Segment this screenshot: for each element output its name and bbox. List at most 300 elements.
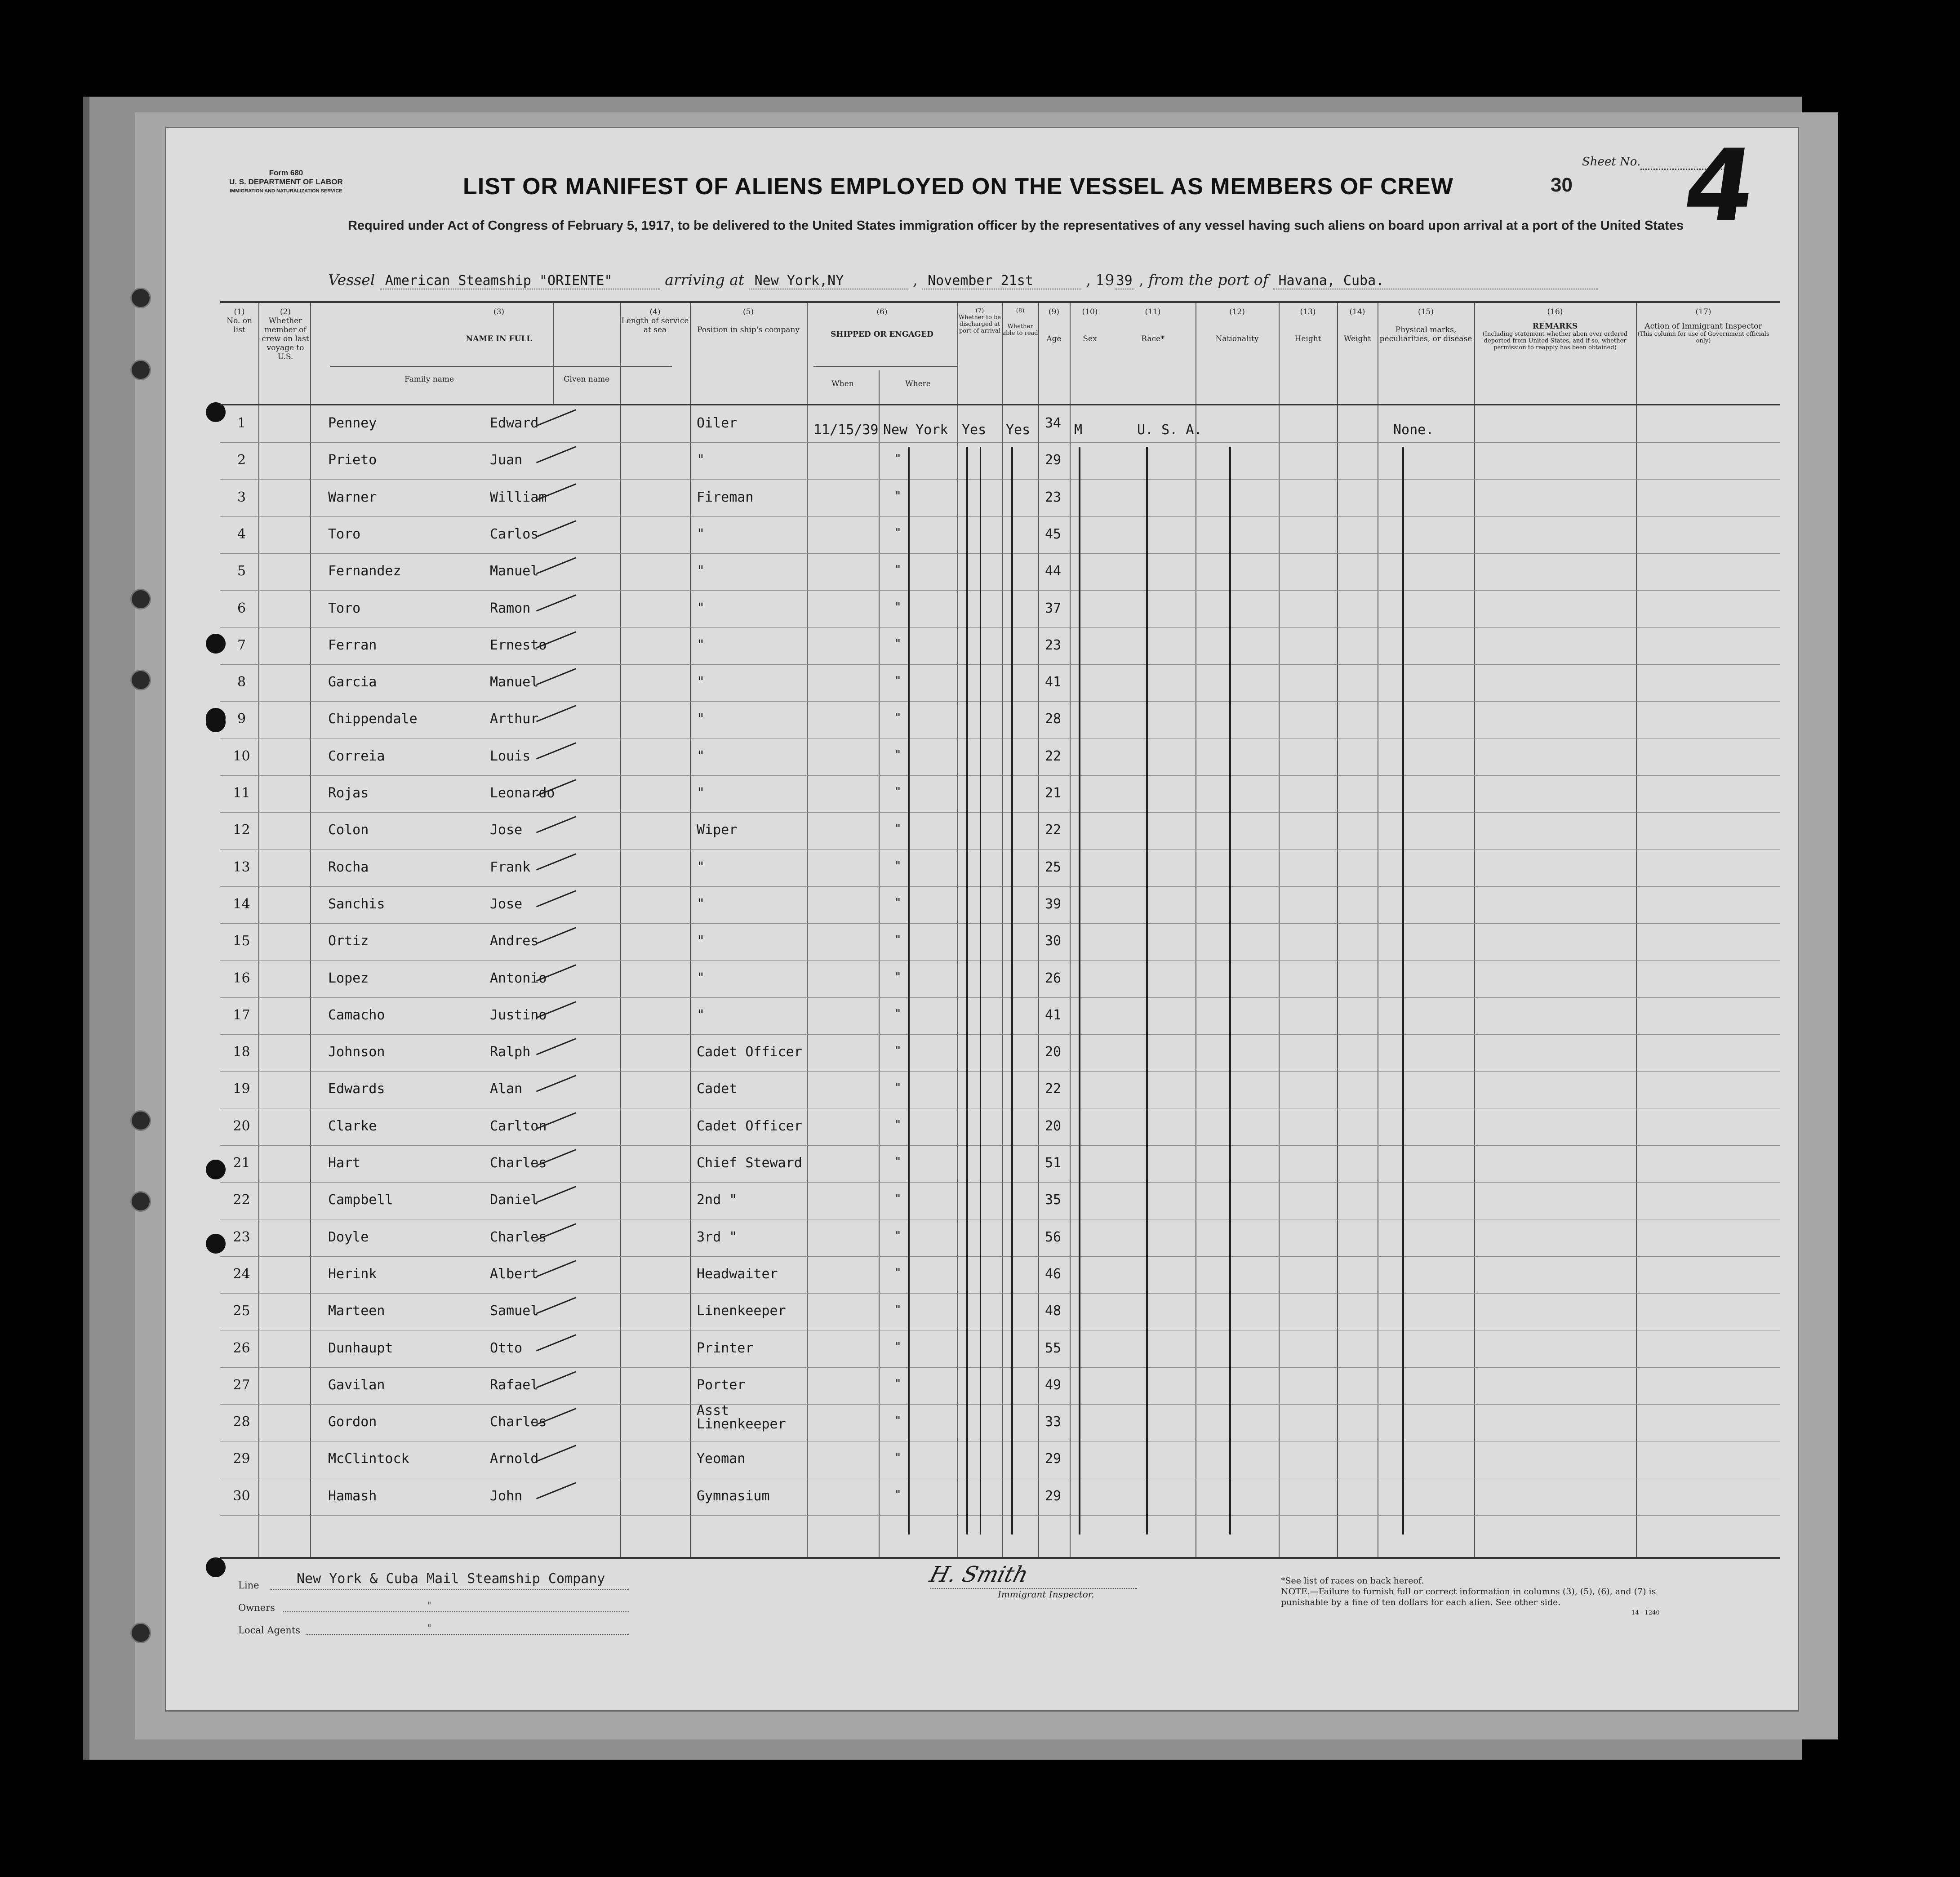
col-13-header: (13) Height bbox=[1294, 307, 1321, 343]
position: " bbox=[697, 674, 705, 690]
position: " bbox=[697, 933, 705, 949]
position: Fireman bbox=[697, 489, 754, 505]
table-row bbox=[220, 592, 1780, 628]
table-row bbox=[220, 1220, 1780, 1257]
age: 45 bbox=[1045, 526, 1062, 542]
family-name: Hamash bbox=[328, 1488, 377, 1504]
footnote bbox=[1281, 1575, 1667, 1619]
position: Linenkeeper bbox=[697, 1303, 786, 1319]
binder-hole bbox=[130, 670, 151, 690]
arrival-date: November 21st bbox=[922, 273, 1081, 289]
shipped-ditto: " bbox=[894, 1118, 902, 1132]
table-row bbox=[220, 924, 1780, 961]
given-name: Manuel bbox=[490, 563, 539, 579]
shipped-ditto: " bbox=[894, 674, 902, 688]
age: 35 bbox=[1045, 1192, 1062, 1208]
col-6-header: (6) SHIPPED OR ENGAGED bbox=[831, 307, 933, 339]
check-mark bbox=[536, 1260, 576, 1277]
sheet-code: 30 bbox=[1551, 174, 1573, 196]
family-name: Hart bbox=[328, 1155, 361, 1171]
shipped-ditto: " bbox=[894, 637, 902, 651]
line-number: 9 bbox=[237, 711, 246, 727]
line-number: 24 bbox=[233, 1266, 250, 1282]
age: 39 bbox=[1045, 896, 1062, 912]
line-number: 7 bbox=[237, 637, 246, 653]
check-mark bbox=[536, 816, 576, 833]
binder-hole bbox=[130, 1191, 151, 1212]
table-row bbox=[220, 776, 1780, 813]
family-name: Clarke bbox=[328, 1118, 377, 1134]
race-value: U. S. A. bbox=[1137, 422, 1202, 438]
line-number: 4 bbox=[237, 526, 246, 542]
family-name: Penney bbox=[328, 415, 377, 431]
family-name: Lopez bbox=[328, 970, 369, 986]
line-number: 28 bbox=[233, 1414, 250, 1430]
shipped-ditto: " bbox=[894, 1229, 902, 1243]
given-name: Leonardo bbox=[490, 785, 555, 801]
shipped-ditto: " bbox=[894, 1192, 902, 1206]
shipped-ditto: " bbox=[894, 526, 902, 540]
row-rule bbox=[220, 812, 1780, 813]
physical-marks-value: None. bbox=[1393, 422, 1434, 438]
table-row bbox=[220, 628, 1780, 665]
manifest-sheet bbox=[166, 128, 1798, 1710]
shipped-ditto: " bbox=[894, 970, 902, 984]
shipped-where: New York bbox=[883, 422, 948, 438]
col-11-header: (11) Race* bbox=[1141, 307, 1164, 343]
row-rule bbox=[220, 997, 1780, 998]
family-name: Colon bbox=[328, 822, 369, 838]
given-name: Carlton bbox=[490, 1118, 547, 1134]
line-number: 19 bbox=[233, 1081, 250, 1097]
family-name: Johnson bbox=[328, 1044, 385, 1060]
line-number: 30 bbox=[233, 1488, 250, 1504]
position: Printer bbox=[697, 1340, 754, 1356]
col-17-header: (17) Action of Immigrant Inspector (This column for use of Government officials only) bbox=[1637, 307, 1769, 344]
given-name-header: Given name bbox=[563, 375, 610, 384]
age: 41 bbox=[1045, 1007, 1062, 1023]
family-name: Correia bbox=[328, 748, 385, 764]
form-identifier bbox=[229, 169, 343, 196]
given-name: Charles bbox=[490, 1155, 547, 1171]
family-name: Marteen bbox=[328, 1303, 385, 1319]
table-row bbox=[220, 1109, 1780, 1146]
check-mark bbox=[536, 1038, 576, 1055]
table-row bbox=[220, 739, 1780, 776]
given-name: Daniel bbox=[490, 1192, 539, 1208]
age: 37 bbox=[1045, 600, 1062, 616]
table-row bbox=[220, 406, 1780, 443]
crew-table bbox=[220, 301, 1780, 1559]
col-5-header: (5) Position in ship's company bbox=[697, 307, 800, 334]
table-row bbox=[220, 517, 1780, 554]
position: Cadet Officer bbox=[697, 1044, 802, 1060]
family-name: Fernandez bbox=[328, 563, 401, 579]
given-name: Ralph bbox=[490, 1044, 531, 1060]
agents-rule bbox=[306, 1634, 629, 1635]
given-name: Alan bbox=[490, 1081, 523, 1097]
given-name: Ramon bbox=[490, 600, 531, 616]
row-rule bbox=[220, 627, 1780, 628]
row-rule bbox=[220, 849, 1780, 850]
check-mark bbox=[536, 668, 576, 685]
family-name: Ortiz bbox=[328, 933, 369, 949]
table-row bbox=[220, 1146, 1780, 1183]
given-name: Carlos bbox=[490, 526, 539, 542]
row-rule bbox=[220, 701, 1780, 702]
shipped-ditto: " bbox=[894, 1266, 902, 1280]
year-prefix: 19 bbox=[1095, 271, 1115, 289]
row-rule bbox=[220, 479, 1780, 480]
ditto-line bbox=[1402, 447, 1404, 1535]
shipped-ditto: " bbox=[894, 711, 902, 725]
ditto-line bbox=[1146, 447, 1148, 1535]
row-rule bbox=[220, 886, 1780, 887]
sheet-number: 4 bbox=[1677, 128, 1763, 243]
check-mark bbox=[536, 1482, 576, 1499]
check-mark bbox=[536, 742, 576, 759]
given-name: Charles bbox=[490, 1229, 547, 1245]
form-number: Form 680 bbox=[269, 169, 303, 177]
row-rule bbox=[220, 960, 1780, 961]
given-name: Arthur bbox=[490, 711, 539, 727]
check-mark bbox=[536, 853, 576, 870]
position: " bbox=[697, 748, 705, 764]
line-number: 26 bbox=[233, 1340, 250, 1356]
age: 33 bbox=[1045, 1414, 1062, 1430]
shipped-ditto: " bbox=[894, 748, 902, 762]
line-number: 17 bbox=[233, 1007, 250, 1023]
given-name: John bbox=[490, 1488, 523, 1504]
age: 28 bbox=[1045, 711, 1062, 727]
header-divider bbox=[220, 404, 1780, 405]
owners-value: " bbox=[427, 1600, 431, 1611]
line-number: 23 bbox=[233, 1229, 250, 1245]
line-number: 22 bbox=[233, 1192, 250, 1208]
when-header: When bbox=[831, 379, 854, 388]
given-name: Rafael bbox=[490, 1377, 539, 1393]
shipped-ditto: " bbox=[894, 1340, 902, 1354]
given-name: Charles bbox=[490, 1414, 547, 1430]
position: " bbox=[697, 563, 705, 579]
line-number: 25 bbox=[233, 1303, 250, 1319]
shipped-ditto: " bbox=[894, 1081, 902, 1095]
position: " bbox=[697, 970, 705, 986]
check-mark bbox=[536, 409, 576, 426]
ditto-line bbox=[1079, 447, 1080, 1535]
age: 23 bbox=[1045, 489, 1062, 505]
position: 3rd " bbox=[697, 1229, 738, 1245]
line-number: 3 bbox=[237, 489, 246, 505]
check-mark bbox=[536, 927, 576, 944]
family-name: Rojas bbox=[328, 785, 369, 801]
age: 48 bbox=[1045, 1303, 1062, 1319]
col-16-header: (16) REMARKS (Including statement whether alien ever ordered deported from United States, and if so, whether permission to reapply has been obtained) bbox=[1482, 307, 1628, 351]
line-label: Line bbox=[238, 1580, 259, 1591]
print-code: 14—1240 bbox=[1631, 1610, 1660, 1616]
age: 25 bbox=[1045, 859, 1062, 875]
given-name: Edward bbox=[490, 415, 539, 431]
table-row bbox=[220, 702, 1780, 739]
table-row bbox=[220, 998, 1780, 1035]
position: " bbox=[697, 526, 705, 542]
inspector-signature: H. Smith bbox=[927, 1562, 1031, 1587]
given-name: Manuel bbox=[490, 674, 539, 690]
shipped-ditto: " bbox=[894, 1377, 902, 1391]
given-name: Antonio bbox=[490, 970, 547, 986]
family-name: Toro bbox=[328, 526, 361, 542]
age: 34 bbox=[1045, 415, 1062, 431]
table-row bbox=[220, 813, 1780, 850]
age: 20 bbox=[1045, 1044, 1062, 1060]
line-number: 20 bbox=[233, 1118, 250, 1134]
line-number: 13 bbox=[233, 859, 250, 875]
shipped-when: 11/15/39 bbox=[813, 422, 879, 438]
check-mark bbox=[536, 1186, 576, 1203]
position: " bbox=[697, 711, 705, 727]
binder-hole bbox=[130, 1623, 151, 1643]
row-rule bbox=[220, 775, 1780, 776]
row-rule bbox=[220, 442, 1780, 443]
check-mark bbox=[536, 594, 576, 611]
shipped-ditto: " bbox=[894, 785, 902, 799]
ditto-line bbox=[966, 447, 968, 1535]
vessel-line: Vessel American Steamship "ORIENTE" arriving at New York,NY , November 21st , 19 39 , from the port of Havana, Cuba. bbox=[328, 271, 1598, 289]
table-row bbox=[220, 887, 1780, 924]
position: " bbox=[697, 452, 705, 468]
col-1-header: (1) No. on list bbox=[227, 307, 252, 334]
family-name: Rocha bbox=[328, 859, 369, 875]
given-name: Samuel bbox=[490, 1303, 539, 1319]
failure-note: NOTE.—Failure to furnish full or correct information in columns (3), (5), (6), and (7) is punishable by a fine of ten dollars for each alien. See other side. bbox=[1281, 1587, 1656, 1607]
binder-hole bbox=[130, 1110, 151, 1131]
table-row bbox=[220, 665, 1780, 702]
shipped-ditto: " bbox=[894, 1155, 902, 1169]
age: 41 bbox=[1045, 674, 1062, 690]
position: Cadet Officer bbox=[697, 1118, 802, 1134]
check-mark bbox=[536, 1371, 576, 1388]
table-row bbox=[220, 1405, 1780, 1442]
line-number: 10 bbox=[233, 748, 250, 764]
position: Headwaiter bbox=[697, 1266, 778, 1282]
age: 23 bbox=[1045, 637, 1062, 653]
line-value: New York & Cuba Mail Steamship Company bbox=[297, 1571, 605, 1587]
col-8-header: (8) Whether able to read bbox=[1002, 307, 1038, 337]
position: " bbox=[697, 637, 705, 653]
family-name: Camacho bbox=[328, 1007, 385, 1023]
line-number: 27 bbox=[233, 1377, 250, 1393]
table-row bbox=[220, 554, 1780, 591]
family-name: Herink bbox=[328, 1266, 377, 1282]
row-rule bbox=[220, 1034, 1780, 1035]
age: 29 bbox=[1045, 1451, 1062, 1467]
position: Gymnasium bbox=[697, 1488, 770, 1504]
line-number: 6 bbox=[237, 600, 246, 616]
line-number: 1 bbox=[237, 415, 246, 431]
arrival-port: New York,NY bbox=[749, 273, 908, 289]
table-row bbox=[220, 1331, 1780, 1368]
punch-hole bbox=[206, 1557, 226, 1577]
table-row bbox=[220, 850, 1780, 887]
line-number: 2 bbox=[237, 452, 246, 468]
arriving-label: arriving at bbox=[665, 271, 745, 289]
races-note: *See list of races on back hereof. bbox=[1281, 1576, 1424, 1586]
vessel-name: American Steamship "ORIENTE" bbox=[380, 273, 660, 289]
local-agents-label: Local Agents bbox=[238, 1625, 301, 1636]
check-mark bbox=[536, 1297, 576, 1314]
family-name: Chippendale bbox=[328, 711, 418, 727]
table-row bbox=[220, 1183, 1780, 1220]
row-rule bbox=[220, 1404, 1780, 1405]
family-name: McClintock bbox=[328, 1451, 409, 1467]
line-number: 18 bbox=[233, 1044, 250, 1060]
row-rule bbox=[220, 1145, 1780, 1146]
family-name: Ferran bbox=[328, 637, 377, 653]
family-name: Gordon bbox=[328, 1414, 377, 1430]
line-number: 5 bbox=[237, 563, 246, 579]
line-number: 16 bbox=[233, 970, 250, 986]
service-name: IMMIGRATION AND NATURALIZATION SERVICE bbox=[230, 188, 342, 194]
shipped-ditto: " bbox=[894, 1414, 902, 1428]
check-mark bbox=[536, 557, 576, 574]
family-name: Dunhaupt bbox=[328, 1340, 393, 1356]
position: " bbox=[697, 859, 705, 875]
family-name: Toro bbox=[328, 600, 361, 616]
shipped-ditto: " bbox=[894, 1488, 902, 1502]
table-row bbox=[220, 443, 1780, 480]
table-row bbox=[220, 1442, 1780, 1479]
inspector-signature-block bbox=[927, 1562, 1137, 1600]
page-subtitle: Required under Act of Congress of February 5, 1917, to be delivered to the United States immigration officer by the representatives of any vessel having such aliens on board upon arrival at a port of the United States bbox=[347, 218, 1684, 233]
ditto-line bbox=[980, 447, 981, 1535]
line-number: 11 bbox=[233, 785, 250, 801]
age: 56 bbox=[1045, 1229, 1062, 1245]
given-name: Jose bbox=[490, 896, 523, 912]
local-agents-value: " bbox=[427, 1623, 431, 1633]
col-14-header: (14) Weight bbox=[1343, 307, 1371, 343]
position: Wiper bbox=[697, 822, 738, 838]
col-15-header: (15) Physical marks, peculiarities, or disease bbox=[1379, 307, 1472, 343]
sheet-number-label: Sheet No. bbox=[1582, 155, 1641, 169]
from-port-label: from the port of bbox=[1148, 271, 1268, 289]
discharged-value: Yes bbox=[962, 422, 987, 438]
col-3-header: (3) NAME IN FULL bbox=[466, 307, 532, 343]
check-mark bbox=[536, 705, 576, 722]
table-row bbox=[220, 1035, 1780, 1072]
age: 20 bbox=[1045, 1118, 1062, 1134]
family-name: Campbell bbox=[328, 1192, 393, 1208]
position: " bbox=[697, 896, 705, 912]
ditto-line bbox=[1011, 447, 1013, 1535]
col-2-header: (2) Whether member of crew on last voyage to U.S. bbox=[262, 307, 309, 361]
shipped-ditto: " bbox=[894, 1007, 902, 1021]
table-row bbox=[220, 1294, 1780, 1331]
position: Cadet bbox=[697, 1081, 738, 1097]
check-mark bbox=[536, 446, 576, 463]
table-row bbox=[220, 1479, 1780, 1516]
able-to-read-value: Yes bbox=[1006, 422, 1031, 438]
given-name: Jose bbox=[490, 822, 523, 838]
line-number: 12 bbox=[233, 822, 250, 838]
age: 55 bbox=[1045, 1340, 1062, 1356]
line-number: 14 bbox=[233, 896, 250, 912]
age: 22 bbox=[1045, 1081, 1062, 1097]
position: " bbox=[697, 600, 705, 616]
position: " bbox=[697, 785, 705, 801]
check-mark bbox=[536, 890, 576, 907]
ditto-line bbox=[908, 447, 910, 1535]
owners-label: Owners bbox=[238, 1602, 275, 1613]
sex-value: M bbox=[1074, 422, 1083, 438]
col-4-header: (4) Length of service at sea bbox=[621, 307, 689, 334]
row-rule bbox=[220, 553, 1780, 554]
family-name: Prieto bbox=[328, 452, 377, 468]
line-number: 8 bbox=[237, 674, 246, 690]
line-number: 21 bbox=[233, 1155, 250, 1171]
row-rule bbox=[220, 1071, 1780, 1072]
shipped-ditto: " bbox=[894, 1303, 902, 1317]
owners-rule bbox=[283, 1611, 629, 1612]
row-rule bbox=[220, 1182, 1780, 1183]
col-12-header: (12) Nationality bbox=[1215, 307, 1259, 343]
position: Yeoman bbox=[697, 1451, 746, 1467]
shipped-ditto: " bbox=[894, 489, 902, 503]
row-rule bbox=[220, 516, 1780, 517]
given-name: Arnold bbox=[490, 1451, 539, 1467]
row-rule bbox=[220, 664, 1780, 665]
shipped-ditto: " bbox=[894, 933, 902, 947]
line-number: 15 bbox=[233, 933, 250, 949]
table-row bbox=[220, 1257, 1780, 1294]
position: Porter bbox=[697, 1377, 746, 1393]
position: 2nd " bbox=[697, 1192, 738, 1208]
family-name: Warner bbox=[328, 489, 377, 505]
given-name: Frank bbox=[490, 859, 531, 875]
table-row bbox=[220, 961, 1780, 998]
family-name: Gavilan bbox=[328, 1377, 385, 1393]
age: 29 bbox=[1045, 1488, 1062, 1504]
age: 49 bbox=[1045, 1377, 1062, 1393]
check-mark bbox=[536, 1334, 576, 1351]
age: 44 bbox=[1045, 563, 1062, 579]
table-row bbox=[220, 1368, 1780, 1405]
age: 46 bbox=[1045, 1266, 1062, 1282]
table-row bbox=[220, 480, 1780, 517]
age: 26 bbox=[1045, 970, 1062, 986]
binder-hole bbox=[130, 360, 151, 380]
line-rule bbox=[270, 1589, 629, 1590]
department-name: U. S. DEPARTMENT OF LABOR bbox=[229, 178, 343, 186]
position: Asst Linenkeeper bbox=[697, 1403, 786, 1432]
position: " bbox=[697, 1007, 705, 1023]
col-9-header: (9) Age bbox=[1046, 307, 1062, 343]
given-name: William bbox=[490, 489, 547, 505]
departure-port: Havana, Cuba. bbox=[1273, 273, 1598, 289]
where-header: Where bbox=[905, 379, 931, 388]
shipped-ditto: " bbox=[894, 896, 902, 910]
row-rule bbox=[220, 590, 1780, 591]
shipped-ditto: " bbox=[894, 452, 902, 466]
ditto-line bbox=[1229, 447, 1231, 1535]
row-rule bbox=[220, 1293, 1780, 1294]
vessel-label: Vessel bbox=[328, 271, 375, 289]
inspector-label: Immigrant Inspector. bbox=[998, 1589, 1094, 1600]
given-name: Ernesto bbox=[490, 637, 547, 653]
age: 51 bbox=[1045, 1155, 1062, 1171]
shipped-ditto: " bbox=[894, 859, 902, 873]
shipped-ditto: " bbox=[894, 1451, 902, 1465]
page-title: LIST OR MANIFEST OF ALIENS EMPLOYED ON THE VESSEL AS MEMBERS OF CREW bbox=[463, 173, 1453, 200]
